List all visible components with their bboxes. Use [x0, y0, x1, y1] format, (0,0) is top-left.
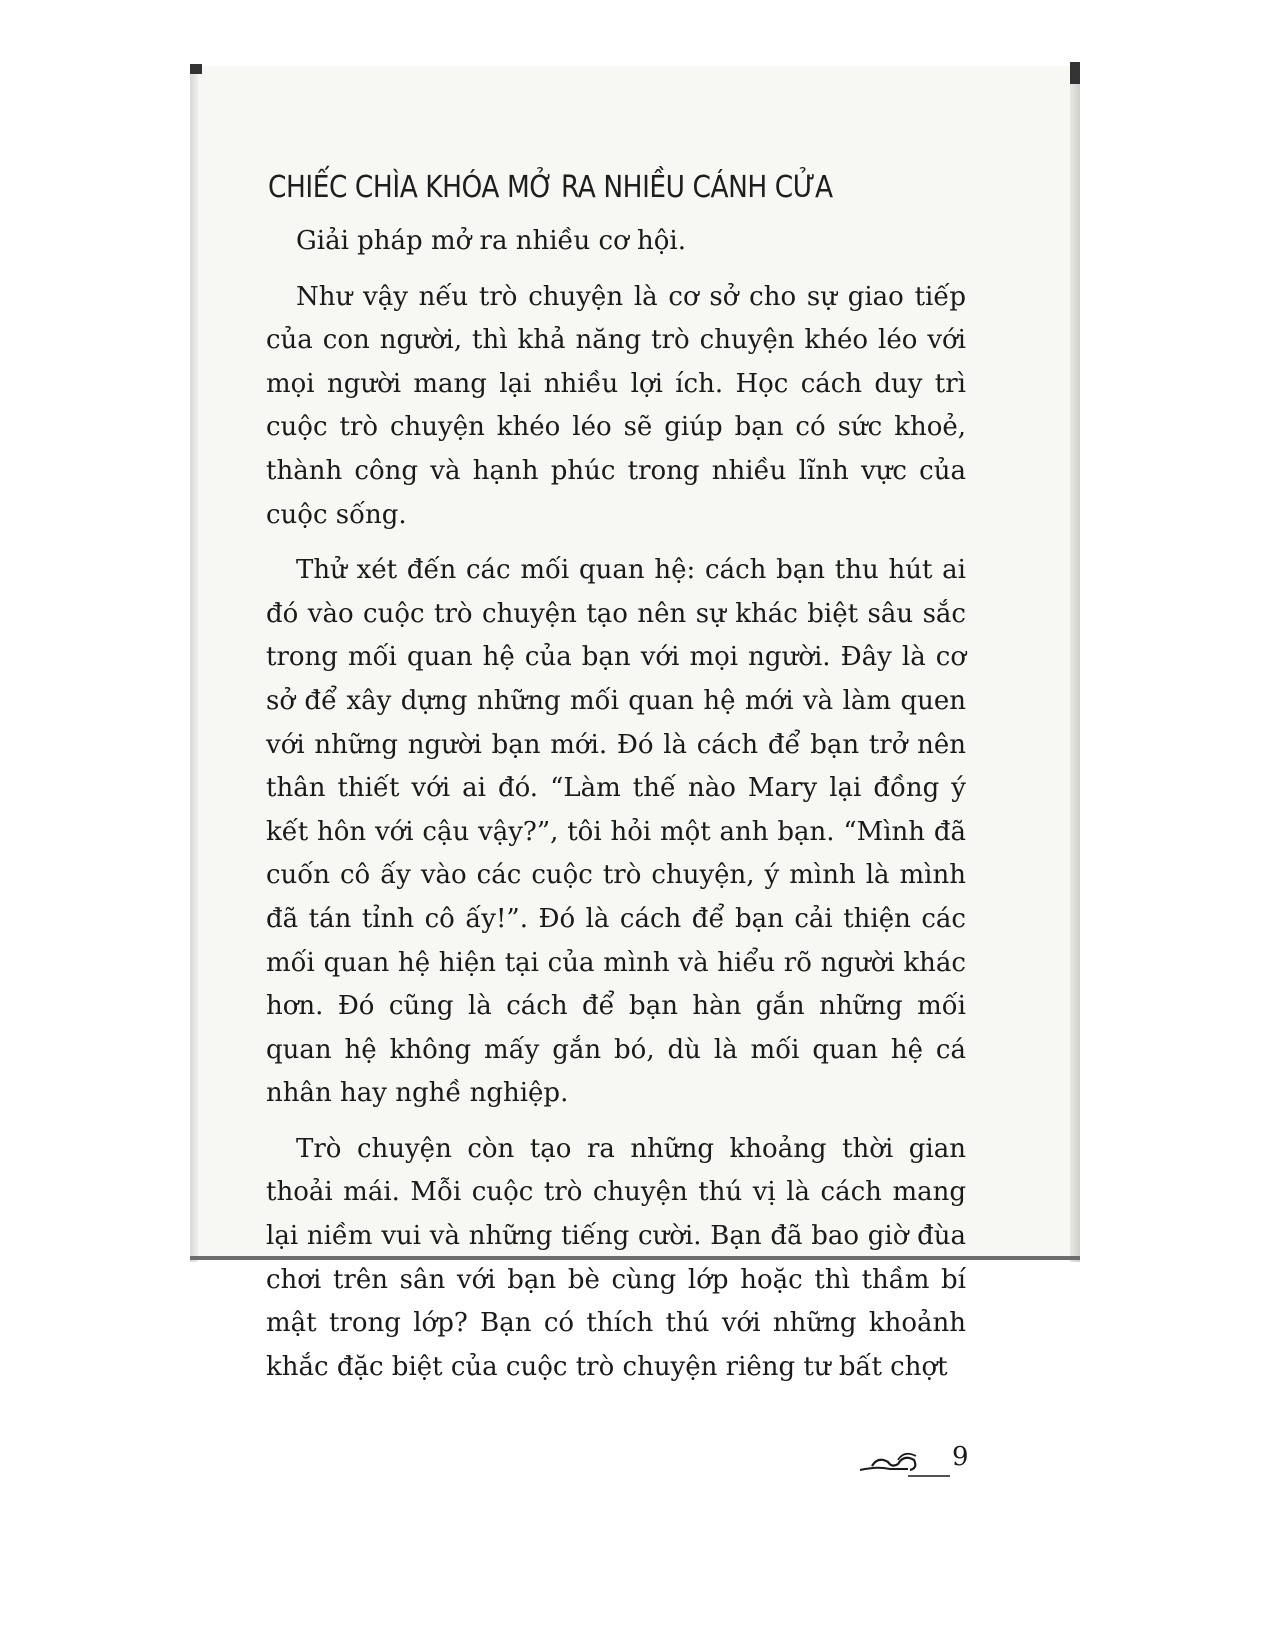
book-edge-left [190, 66, 198, 1262]
paragraph: Như vậy nếu trò chuyện là cơ sở cho sự giao tiếp của con người, thì khả năng trò chuyện khéo léo với mọi người mang lại nhiều lợi ích. Học cách duy trì cuộc trò chuyện khéo léo sẽ giúp bạn có sức khoẻ, thành công và hạnh phúc trong nhiều lĩnh vực của cuộc sống. [266, 281, 966, 530]
body-text [266, 220, 966, 1401]
running-head: CHIẾC CHÌA KHÓA MỞ RA NHIỀU CÁNH CỬA [268, 170, 833, 205]
book-edge-right [1070, 64, 1080, 1262]
corner-shadow-right [1070, 62, 1080, 84]
paragraph: Thử xét đến các mối quan hệ: cách bạn thu hút ai đó vào cuộc trò chuyện tạo nên sự khác biệt sâu sắc trong mối quan hệ của bạn với mọi người. Đây là cơ sở để xây dựng những mối quan hệ mới và làm quen với những người bạn mới. Đó là cách để bạn trở nên thân thiết với ai đó. “Làm thế nào Mary lại đồng ý kết hôn với cậu vậy?”, tôi hỏi một anh bạn. “Mình đã cuốn cô ấy vào các cuộc trò chuyện, ý mình là mình đã tán tỉnh cô ấy!”. Đó là cách để bạn cải thiện các mối quan hệ hiện tại của mình và hiểu rõ người khác hơn. Đó cũng là cách để bạn hàn gắn những mối quan hệ không mấy gắn bó, dù là mối quan hệ cá nhân hay nghề nghiệp. [266, 555, 966, 1109]
corner-shadow-left [190, 64, 202, 74]
paragraph: Trò chuyện còn tạo ra những khoảng thời gian thoải mái. Mỗi cuộc trò chuyện thú vị là cách mang lại niềm vui và những tiếng cười. Bạn đã bao giờ đùa chơi trên sân với bạn bè cùng lớp hoặc thì thầm bí mật trong lớp? Bạn có thích thú với những khoảnh khắc đặc biệt của cuộc trò chuyện riêng tư bất chợt [266, 1133, 966, 1382]
page-number: 9 [952, 1442, 969, 1472]
paragraph: Giải pháp mở ra nhiều cơ hội. [296, 226, 686, 256]
